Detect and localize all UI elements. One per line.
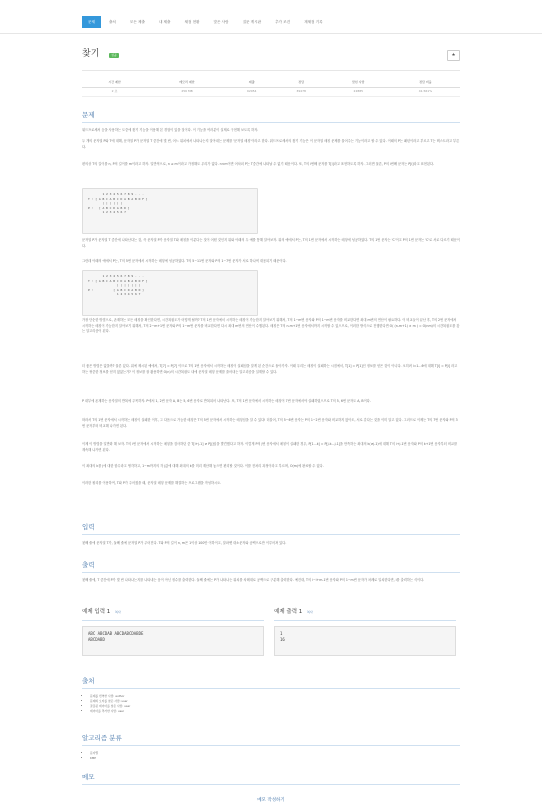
info-value: 39478 (276, 87, 325, 96)
problem-paragraph: 워드프로세서 등을 사용하는 도중에 찾기 기능을 이용해 본 경험이 있을 것이다. 이 기능을 여러분이 실제로 구현해 보도록 하자. (82, 128, 259, 132)
sample-input-label: 예제 입력 1 (82, 609, 111, 615)
section-title-output: 출력 (82, 561, 95, 569)
info-value-row (82, 87, 460, 96)
page-title: 찾기 (82, 49, 100, 59)
problem-paragraph: 따라서 T의 1번 문자에서 시작하는 매칭이 실패한 이후, 그 다음으로 가능한 매칭은 T의 5번 문자에서 시작하는 매칭임을 알 수 있다! 더불어, T의 5~6번 문자는 P의 1~2번 문자와 비교하지 않아도, 서로 같다는 것을 이미 알고 있다. 그러므로 이제는 T의 7번 문자와 P의 3번 문자부터 비교해 나가면 된다. (82, 418, 458, 428)
problem-paragraph: P 내부에 존재하는 문자열의 반복에 주목하자. P에서 1, 2번 문자 A, B는 5, 6번 문자로 반복되어 나타난다. 또, T의 1번 문자에서 시작하는 매칭이 7번 문자에서야 실패하였으므로 T의 5, 6번 문자도 A, B이다. (82, 399, 371, 403)
source-list (90, 694, 130, 714)
section-divider (82, 688, 460, 689)
problem-paragraph: 이제 이 방법을 일반화 해 보자. T의 i번 문자에서 시작하는 매칭을 검사하던 중 T[i+j-1] ≠ P[j]임을 발견했다고 하자. 이렇게 P의 j번 문자에서 매칭이 실패한 경우, P[1...k] = P[j-k...j-1]을 만족하는 최대의 k(≠j-1)에 대해 T의 i+j-1번 문자와 P의 k+1번 문자부터 비교를 계속해 나가면 된다. (82, 442, 458, 452)
sample-input-box[interactable]: ABC ABCDAB ABCDABCDABDE ABCDABD (82, 626, 264, 656)
tab-extra[interactable]: 추가 조건 (275, 20, 291, 24)
tab-solvers[interactable]: 맞은 사람 (213, 20, 229, 24)
tab-source[interactable]: 출처 (108, 20, 116, 24)
header-divider (82, 70, 460, 71)
section-title-input: 입력 (82, 523, 95, 531)
copy-input-button[interactable]: 복사 (115, 610, 121, 614)
section-divider (82, 572, 460, 573)
tab-problem[interactable]: 문제 (82, 16, 101, 28)
problem-paragraph: 그런데 아래의 예에서 P는, T의 5번 문자에서 시작하는 매칭에 성공하였다. T의 5~11번 문자와 P의 1~7번 문자가 서로 하나씩 대응되기 때문이다. (82, 259, 287, 263)
tab-my-submissions[interactable]: 내 제출 (158, 20, 171, 24)
section-divider (82, 620, 264, 621)
info-value: 256 MB (147, 87, 227, 96)
tab-board[interactable]: 질문 게시판 (242, 20, 262, 24)
info-header: 정답 비율 (391, 78, 460, 87)
problem-paragraph: 이 최대의 k를 j에 대한 함수라고 생각하고, 1~m까지의 각 j값에 대해 최대의 k를 미리 계산해 놓으면 편리할 것이다. 이를 전처리 과정이라고 부르며, O(m)에 완료할 수 있다. (82, 464, 324, 468)
star-button[interactable] (447, 50, 460, 61)
section-divider (274, 620, 456, 621)
info-value: 41.561% (391, 87, 460, 96)
output-description: 첫째 줄에, T 중간에 P가 몇 번 나타나는지를 나타내는 음이 아닌 정수를 출력한다. 둘째 줄에는 P가 나타나는 위치를 차례대로 공백으로 구분해 출력한다. 예컨대, T의 i~i+m-1번 문자와 P의 1~m번 문자가 차례로 일치한다면, i를 출력하는 식이다. (82, 578, 425, 582)
list-item: • 문제의 오타를 찾은 사람: user (90, 699, 130, 704)
sample-output-title (274, 608, 313, 617)
section-title-source: 출처 (82, 677, 95, 685)
star-icon: ★ (451, 53, 456, 58)
list-item: • 데이터를 추가한 사람: user (90, 709, 130, 714)
info-header: 정답 (276, 78, 325, 87)
status-badge: 성공 (111, 53, 117, 57)
matching-diagram-2: 1 2 3 4 5 6 7 8 9 . . . T : [ A B C A B C D A B A B D F ] | | | | | | | P : [ A B C D A B D ] 1 2 3 4 5 6 7 (82, 270, 258, 316)
section-title-algorithm: 알고리즘 분류 (82, 734, 122, 742)
info-header: 제출 (227, 78, 276, 87)
info-value: 22885 (326, 87, 391, 96)
problem-paragraph: 두 개의 문자열 P와 T에 대해, 문자열 P가 문자열 T 중간에 몇 번, 어느 위치에서 나타나는지 알아내는 문제를 '문자열 매칭'이라고 한다. 워드프로세서의 찾기 기능은 이 문자열 매칭 문제를 풀어주는 기능이라고 할 수 있다. 이때의 P는 패턴이라고 부르고 T는 텍스트라고 부른다. (82, 139, 460, 149)
info-value: 2 초 (82, 87, 147, 96)
problem-paragraph: 편의상 T의 길이를 n, P의 길이를 m이라고 하자. 일반적으로, n ≥ m이라고 가정해도 무리가 없다. n<m이면 어차피 P는 T중간에 나타날 수 없기 때문이다. 또, T의 i번째 문자를 T[i]라고 표현하도록 하자. 그러면 물론, P의 i번째 문자는 P[i]라고 표현된다. (82, 162, 435, 166)
problem-paragraph: 가장 단순한 방법으로, 존재하는 모든 매칭을 확인한다면, 시간복잡도가 어떻게 될까? T의 1번 문자에서 시작하는 매칭이 가능한지 알아보기 위해서, T의 1~m번 문자와 P의 1~m번 문자를 비교한다면 최대 m번의 연산이 필요하다. 이 비교들이 끝난 후, T의 2번 문자에서 시작하는 매칭이 가능한지 알아보기 위해서, T의 2~m+1번 문자와 P의 1~m번 문자를 비교한다면 다시 최대 m번의 연산이 수행된다. 매칭은 T의 n-m+1번 문자에서까지 시작할 수 있으므로, 이러한 방식으로 진행한다면 O( (n-m+1) × m ) = O(nm)의 시간복잡도를 갖는 알고리즘이 된다. (82, 318, 460, 333)
algorithm-list (90, 751, 98, 761)
list-item: • 문제를 번역한 사람: author (90, 694, 130, 699)
info-header: 메모리 제한 (147, 78, 227, 87)
input-description: 첫째 줄에 문자열 T가, 둘째 줄에 문자열 P가 주어진다. T와 P의 길이 n, m은 1이상 100만 이하이고, 알파벳 대소문자와 공백으로만 이루어져 있다. (82, 541, 287, 545)
section-title-problem: 문제 (82, 111, 95, 119)
section-divider (82, 784, 460, 785)
problem-paragraph: 더 좋은 방법은 없을까? 물론 있다. 위에 제시된 예에서, T[7] = P[7] 이므로 T의 1번 문자에서 시작하는 매칭이 실패임을 알게 된 순간으로 돌아가자. 이때 우리는 매칭이 실패하는 시점에서, T[1] = P[1]인 정보를 얻은 것이 아니다. 오히려 i=1...6에 대해 T[i] = P[i] 라고 하는 귀중한 정보를 얻지 않았는가? 이 정보를 잘 활용하면 O(n)의 시간복잡도 내에 문자열 매칭 문제를 풀어내는 알고리즘을 설계할 수 있다. (82, 364, 458, 374)
problem-header (82, 48, 460, 66)
sample-input-title (82, 608, 121, 617)
matching-diagram-1: 1 2 3 4 5 6 7 8 9 . . . T : [ A B C A B C D A B A B D F ] | | | | | | P : [ A B C D A B D ] 1 2 3 4 5 6 7 (82, 188, 258, 234)
problem-menu (0, 0, 542, 34)
section-divider (82, 534, 460, 535)
tab-rejudge[interactable]: 재채점 기록 (304, 20, 323, 24)
section-divider (82, 122, 460, 123)
list-item[interactable]: • 문자열 (90, 751, 98, 756)
list-item[interactable]: • KMP (90, 756, 98, 761)
problem-paragraph: 이러한 원리를 이용하여, T와 P가 주어졌을 때, 문자열 매칭 문제를 해결하는 프로그램을 작성하시오. (82, 481, 222, 485)
info-header-row (82, 78, 460, 87)
section-title-memo: 메모 (82, 773, 95, 781)
tab-all-submissions[interactable]: 모든 제출 (129, 20, 145, 24)
sample-output-box[interactable]: 1 16 (274, 626, 456, 656)
problem-info-table (82, 78, 460, 97)
tab-status[interactable]: 채점 현황 (184, 20, 200, 24)
section-divider (82, 745, 460, 746)
problem-paragraph: 문자열 P가 문자열 T 중간에 나타난다는 것, 즉 문자열 P가 문자열 T와 매칭을 이룬다는 것이 어떤 것인지 위와 아래의 두 예를 통해 알아보자. 위의 예에서 P는, T의 1번 문자에서 시작하는 매칭에 성공하였다. T의 1번 문자는 'C'이고 P의 1번 문자는 'C'로 서로 다르기 때문이다. (82, 238, 460, 248)
sample-output-label: 예제 출력 1 (274, 609, 303, 615)
info-header: 맞힌 사람 (326, 78, 391, 87)
write-memo-button[interactable]: 메모 작성하기 (257, 798, 285, 803)
copy-output-button[interactable]: 복사 (307, 610, 313, 614)
info-value: 92054 (227, 87, 276, 96)
list-item: • 잘못된 데이터를 찾은 사람: user (90, 704, 130, 709)
menu-tabs (82, 16, 331, 28)
info-header: 시간 제한 (82, 78, 147, 87)
